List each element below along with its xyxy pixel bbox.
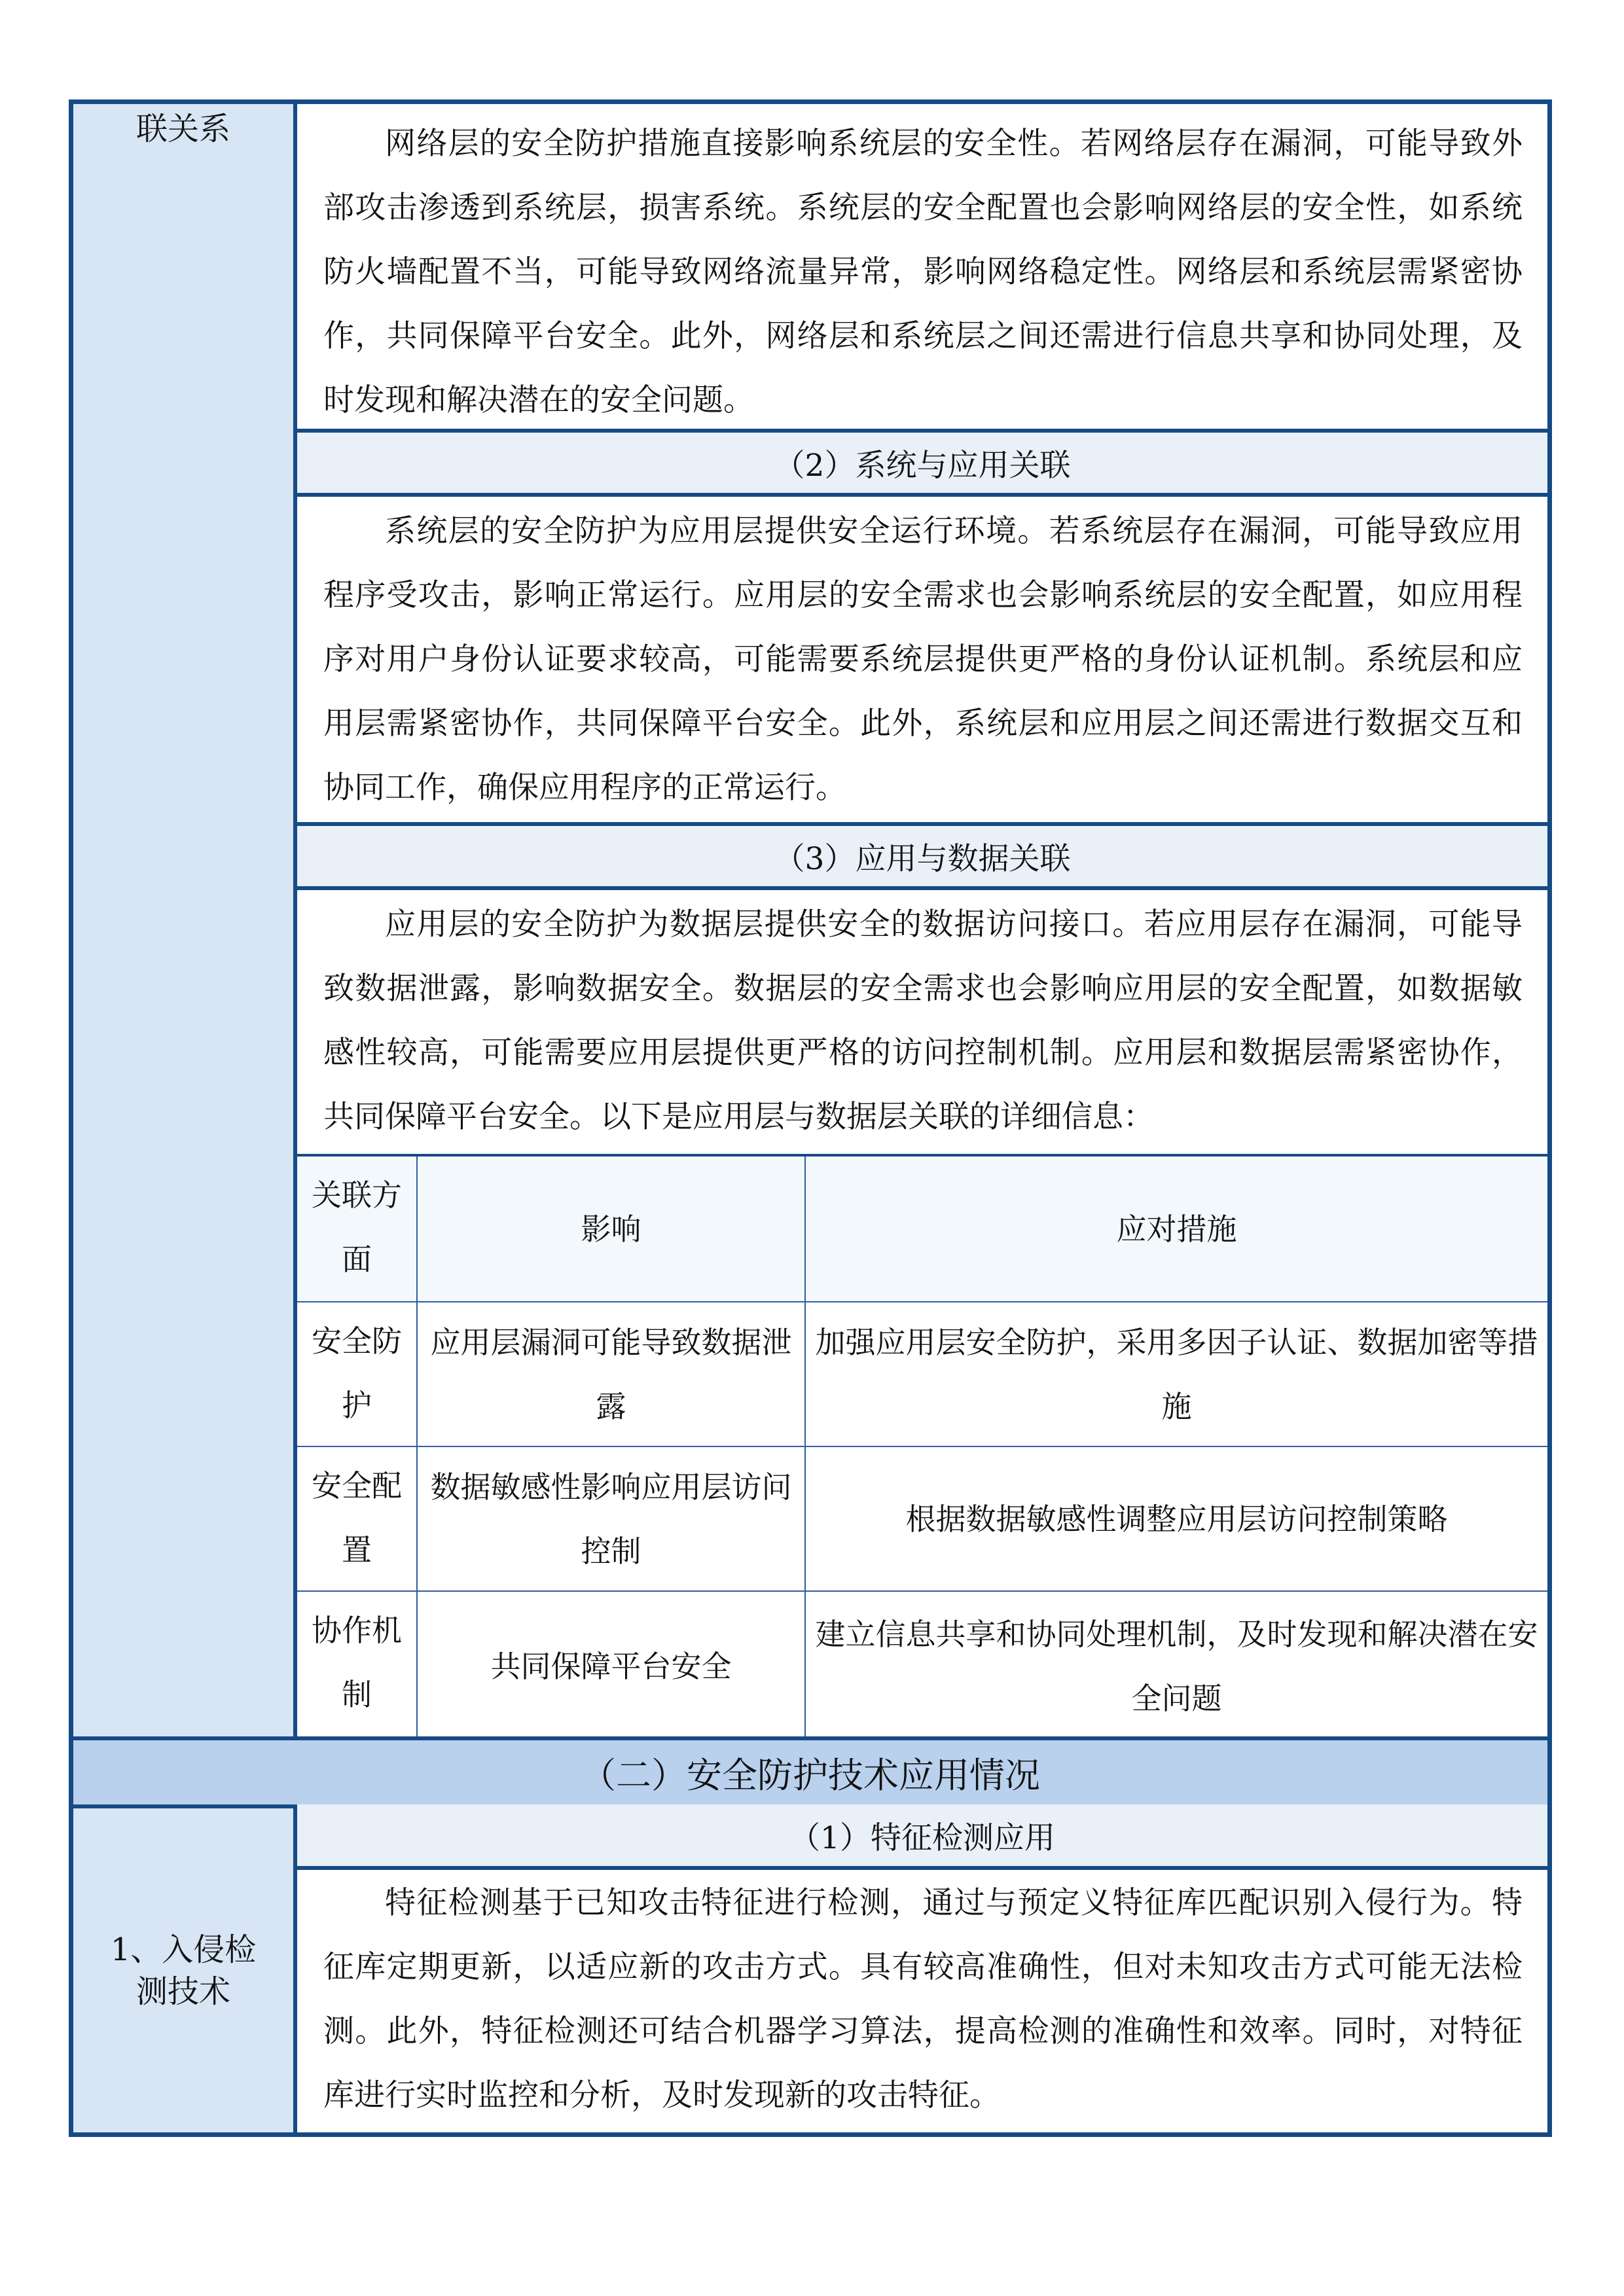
table-row <box>297 1591 1547 1741</box>
left-label: 联关系 <box>135 111 230 147</box>
left-label-cell <box>73 104 297 1740</box>
table-header-row <box>297 1155 1547 1302</box>
cell-impact: 应用层漏洞可能导致数据泄露 <box>417 1302 805 1446</box>
subheader-signature-detection: （1）特征检测应用 <box>297 1804 1547 1870</box>
header-aspect: 关联方面 <box>297 1155 417 1302</box>
paragraph-app-data: 应用层的安全防护为数据层提供安全的数据访问接口。若应用层存在漏洞，可能导致数据泄露，影响数据安全。数据层的安全需求也会影响应用层的安全配置，如数据敏感性较高，可能需要应用层提供更严格的访问控制机制。应用层和数据层需紧密协作，共同保障平台安全。以下是应用层与数据层关联的详细信息： <box>323 906 1523 1135</box>
cell-measures: 建立信息共享和协同处理机制，及时发现和解决潜在安全问题 <box>805 1591 1547 1741</box>
left-label: 1、入侵检测技术 <box>110 1931 257 2010</box>
table-row <box>297 1446 1547 1591</box>
cell-measures: 加强应用层安全防护，采用多因子认证、数据加密等措施 <box>805 1302 1547 1446</box>
left-label-cell <box>73 1808 297 2132</box>
cell-aspect: 安全配置 <box>297 1446 417 1591</box>
subheader-app-data: （3）应用与数据关联 <box>297 822 1547 890</box>
paragraph-system-app: 系统层的安全防护为应用层提供安全运行环境。若系统层存在漏洞，可能导致应用程序受攻击，影响正常运行。应用层的安全需求也会影响系统层的安全配置，如应用程序对用户身份认证要求较高，可能需要系统层提供更严格的身份认证机制。系统层和应用层需紧密协作，共同保障平台安全。此外，系统层和应用层之间还需进行数据交互和协同工作，确保应用程序的正常运行。 <box>323 513 1523 806</box>
section-title: （二）安全防护技术应用情况 <box>73 1736 1547 1808</box>
cell-impact: 数据敏感性影响应用层访问控制 <box>417 1446 805 1591</box>
paragraph-network-system: 网络层的安全防护措施直接影响系统层的安全性。若网络层存在漏洞，可能导致外部攻击渗透到系统层，损害系统。系统层的安全配置也会影响网络层的安全性，如系统防火墙配置不当，可能导致网络流量异常，影响网络稳定性。网络层和系统层需紧密协作，共同保障平台安全。此外，网络层和系统层之间还需进行信息共享和协同处理，及时发现和解决潜在的安全问题。 <box>323 126 1523 418</box>
cell-impact: 共同保障平台安全 <box>417 1591 805 1741</box>
subheader-system-app: （2）系统与应用关联 <box>297 429 1547 497</box>
document-table <box>69 99 1552 2137</box>
paragraph-signature-detection: 特征检测基于已知攻击特征进行检测，通过与预定义特征库匹配识别入侵行为。特征库定期更新，以适应新的攻击方式。具有较高准确性，但对未知攻击方式可能无法检测。此外，特征检测还可结合机器学习算法，提高检测的准确性和效率。同时，对特征库进行实时监控和分析，及时发现新的攻击特征。 <box>323 1885 1523 2113</box>
header-measures: 应对措施 <box>805 1155 1547 1302</box>
header-impact: 影响 <box>417 1155 805 1302</box>
cell-aspect: 安全防护 <box>297 1302 417 1446</box>
association-table <box>297 1154 1547 1740</box>
cell-aspect: 协作机制 <box>297 1591 417 1741</box>
cell-measures: 根据数据敏感性调整应用层访问控制策略 <box>805 1446 1547 1591</box>
table-row <box>297 1302 1547 1446</box>
